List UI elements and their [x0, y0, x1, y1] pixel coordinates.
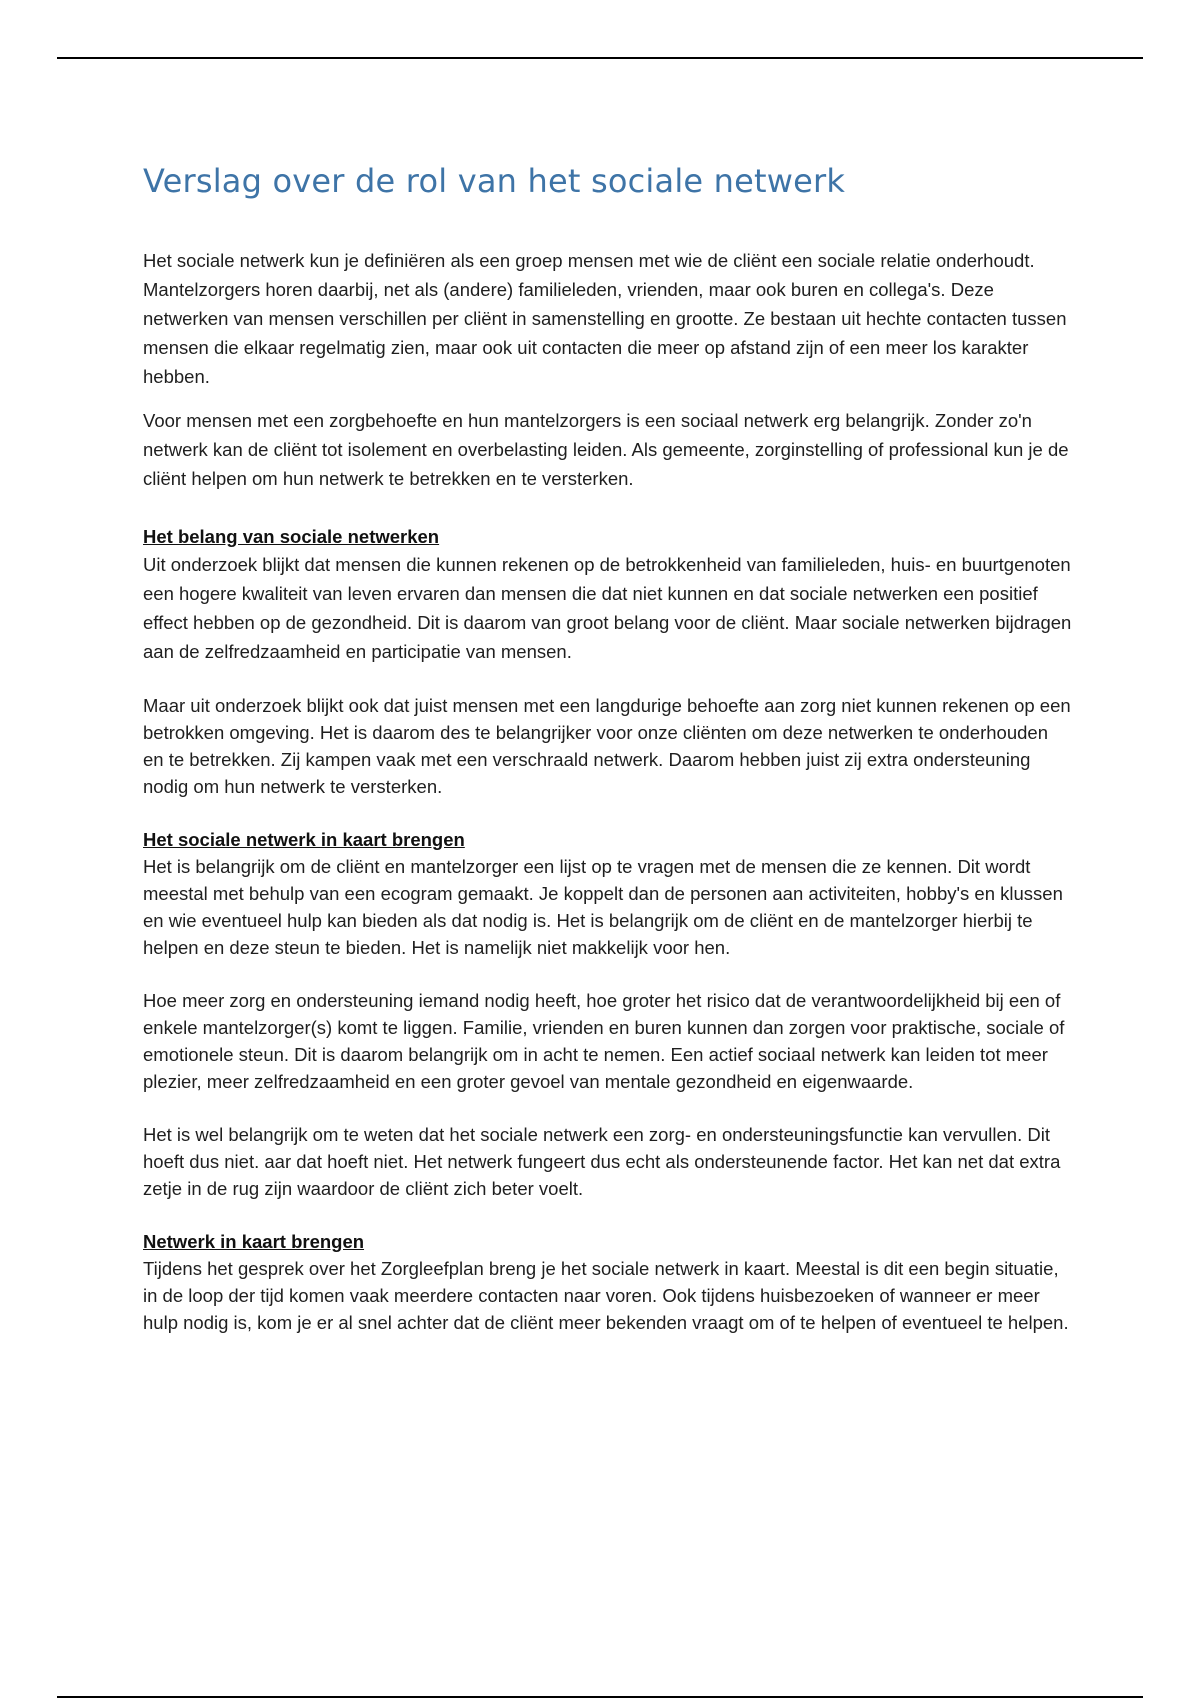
- top-rule: [57, 57, 1143, 59]
- section-in-kaart-paragraph-2: Hoe meer zorg en ondersteuning iemand nodig heeft, hoe groter het risico dat de verantwoordelijkheid bij een of enkele mantelzorger(s) komt te liggen. Familie, vrienden en buren kunnen dan zorgen voor praktische, sociale of emotionele steun. Dit is daarom belangrijk om in acht te nemen. Een actief sociaal netwerk kan leiden tot meer plezier, meer zelfredzaamheid en een groter gevoel van mentale gezondheid en eigenwaarde.: [143, 990, 1065, 1092]
- section-in-kaart-paragraph-1: Het is belangrijk om de cliënt en mantelzorger een lijst op te vragen met de mensen die ze kennen. Dit wordt meestal met behulp van een ecogram gemaakt. Je koppelt dan de personen aan activiteiten, hobby's en klussen en wie eventueel hulp kan bieden als dat nodig is. Het is belangrijk om de cliënt en de mantelzorger hierbij te helpen en deze steun te bieden. Het is namelijk niet makkelijk voor hen.: [143, 856, 1063, 958]
- spacer: [143, 800, 1073, 826]
- spacer: [143, 391, 1073, 406]
- section-belang-paragraph-2: Maar uit onderzoek blijkt ook dat juist mensen met een langdurige behoefte aan zorg niet kunnen rekenen op een betrokken omgeving. Het is daarom des te belangrijker voor onze cliënten om deze netwerken te onderhouden en te betrekken. Zij kampen vaak met een verschraald netwerk. Daarom hebben juist zij extra ondersteuning nodig om hun netwerk te versterken.: [143, 695, 1071, 797]
- spacer: [143, 1095, 1073, 1121]
- section-heading-belang: Het belang van sociale netwerken: [143, 526, 440, 547]
- intro-paragraph-1: Het sociale netwerk kun je definiëren als een groep mensen met wie de cliënt een sociale relatie onderhoudt. Mantelzorgers horen daarbij, net als (andere) familieleden, vrienden, maar ook buren en collega's. Deze netwerken van mensen verschillen per cliënt in samenstelling en grootte. Ze bestaan uit hechte contacten tussen mensen die elkaar regelmatig zien, maar ook uit contacten die meer op afstand zijn of een meer los karakter hebben.: [143, 250, 1067, 387]
- section-netwerk-paragraph-1: Tijdens het gesprek over het Zorgleefplan breng je het sociale netwerk in kaart. Meestal is dit een begin situatie, in de loop der tijd komen vaak meerdere contacten naar voren. Ook tijdens huisbezoeken of wanneer er meer hulp nodig is, kom je er al snel achter dat de cliënt meer bekenden vraagt om of te helpen of eventueel te helpen.: [143, 1258, 1069, 1333]
- bottom-rule: [57, 1696, 1143, 1698]
- spacer: [143, 493, 1073, 523]
- section-in-kaart-paragraph-3: Het is wel belangrijk om te weten dat het sociale netwerk een zorg- en ondersteuningsfunctie kan vervullen. Dit hoeft dus niet. aar dat hoeft niet. Het netwerk fungeert dus echt als ondersteunende factor. Het kan net dat extra zetje in de rug zijn waardoor de cliënt zich beter voelt.: [143, 1124, 1061, 1199]
- intro-paragraph-2: Voor mensen met een zorgbehoefte en hun mantelzorgers is een sociaal netwerk erg belangrijk. Zonder zo'n netwerk kan de cliënt tot isolement en overbelasting leiden. Als gemeente, zorginstelling of professional kun je de cliënt helpen om hun netwerk te betrekken en te versterken.: [143, 410, 1069, 489]
- document-title: Verslag over de rol van het sociale netwerk: [143, 162, 846, 200]
- section-heading-in-kaart: Het sociale netwerk in kaart brengen: [143, 829, 465, 850]
- spacer: [143, 1202, 1073, 1228]
- spacer: [143, 666, 1073, 692]
- spacer: [143, 961, 1073, 987]
- section-belang-paragraph-1: Uit onderzoek blijkt dat mensen die kunnen rekenen op de betrokkenheid van familieleden, huis- en buurtgenoten een hogere kwaliteit van leven ervaren dan mensen die dat niet kunnen en dat sociale netwerken een positief effect hebben op de gezondheid. Dit is daarom van groot belang voor de cliënt. Maar sociale netwerken bijdragen aan de zelfredzaamheid en participatie van mensen.: [143, 554, 1072, 662]
- document-body: [143, 160, 1073, 1336]
- section-heading-netwerk: Netwerk in kaart brengen: [143, 1231, 365, 1252]
